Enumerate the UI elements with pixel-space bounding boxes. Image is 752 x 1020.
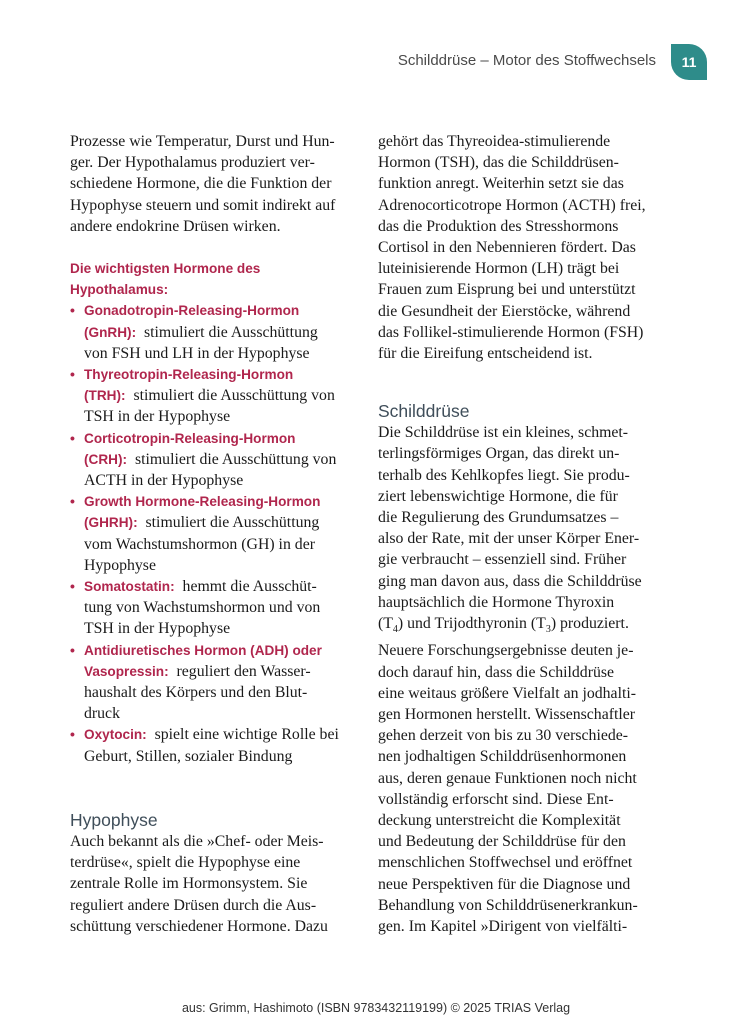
hormone-item — [70, 576, 352, 640]
hormone-description: druck — [84, 705, 120, 723]
text-line: Die Schilddrüse ist ein kleines, schmet- — [378, 424, 629, 442]
hormone-description: stimuliert die Ausschüttung von — [133, 387, 335, 405]
text-line: schiedene Hormone, die die Funktion der — [70, 175, 332, 193]
hormone-description: ACTH in der Hypophyse — [84, 472, 244, 490]
text-line: neue Perspektiven für die Diagnose und — [378, 875, 631, 893]
text-line: doch darauf hin, dass die Schilddrüse — [378, 663, 615, 681]
hormone-description: stimuliert die Ausschüttung — [145, 514, 320, 532]
text-line: das die Produktion des Stresshormons — [378, 217, 619, 235]
right-column — [378, 131, 660, 937]
hormone-term: Vasopressin: — [84, 663, 169, 679]
hormone-description: TSH in der Hypophyse — [84, 408, 231, 426]
hormone-item — [70, 428, 352, 492]
text-line: gen. Im Kapitel »Dirigent von vielfälti- — [378, 918, 628, 936]
text-line: vollständig erforscht sind. Diese Ent- — [378, 790, 614, 808]
hormone-description: hemmt die Ausschüt- — [182, 578, 317, 596]
hormone-item — [70, 300, 352, 364]
subscript-3: 3 — [545, 624, 551, 636]
text-line: zentrale Rolle im Hormonsystem. Sie — [70, 875, 308, 893]
hormone-description: Geburt, Stillen, sozialer Bindung — [84, 747, 293, 765]
schilddruese-paragraph — [378, 422, 660, 613]
hormone-item — [70, 364, 352, 428]
text-line: Hypophyse steuern und somit indirekt auf — [70, 196, 336, 214]
text-line: das Follikel-stimulierende Hormon (FSH) — [378, 323, 644, 341]
bullet-icon: • — [70, 641, 75, 658]
text-span: (T — [378, 615, 393, 633]
text-line: Cortisol in den Nebennieren fördert. Das — [378, 239, 636, 257]
hormone-description: stimuliert die Ausschüttung von — [134, 450, 337, 468]
hormone-term: Corticotropin-Releasing-Hormon — [84, 430, 296, 446]
bullet-icon: • — [70, 578, 75, 595]
text-line: also der Rate, mit der unser Körper Ener- — [378, 530, 640, 548]
text-line: terlingsförmiges Organ, das direkt un- — [378, 445, 620, 463]
text-line: Auch bekannt als die »Chef- oder Meis- — [70, 832, 324, 850]
text-line: gehen derzeit von bis zu 30 verschiede- — [378, 727, 629, 745]
hormone-item — [70, 724, 352, 766]
text-line: deckung unterstreicht die Komplexität — [378, 812, 621, 830]
hormone-line — [84, 512, 352, 533]
hormone-term: (TRH): — [84, 388, 126, 404]
text-line: ger. Der Hypothalamus produziert ver- — [70, 154, 315, 172]
text-line: für die Eireifung entscheidend ist. — [378, 345, 593, 363]
hormone-description: haushalt des Körpers und den Blut- — [84, 684, 308, 702]
left-column — [70, 131, 352, 937]
hormone-item — [70, 640, 352, 725]
text-line: eine weitaus größere Vielfalt an jodhalti- — [378, 684, 636, 702]
continuation-paragraph — [378, 131, 660, 364]
hormone-description: TSH in der Hypophyse — [84, 620, 231, 638]
text-line: terdrüse«, spielt die Hypophyse eine — [70, 854, 301, 872]
hormone-description: Hypophyse — [84, 556, 156, 574]
hormone-term: Thyreotropin-Releasing-Hormon — [84, 367, 294, 383]
intro-paragraph — [70, 131, 352, 237]
hypophyse-paragraph — [70, 831, 352, 937]
hormone-line — [84, 576, 352, 597]
text-span: ) produziert. — [550, 615, 629, 633]
hormones-heading — [70, 258, 352, 300]
text-line: hauptsächlich die Hormone Thyroxin — [378, 593, 615, 611]
hormone-description: tung von Wachstumshormon und von — [84, 599, 321, 617]
text-span: ) und Trijodthyronin (T — [397, 615, 546, 633]
text-line: schüttung verschiedener Hormone. Dazu — [70, 917, 328, 935]
text-line: gen Hormonen herstellt. Wissenschaftler — [378, 706, 636, 724]
running-header: Schilddrüse – Motor des Stoffwechsels — [397, 52, 656, 69]
text-line: andere endokrine Drüsen wirken. — [70, 217, 281, 235]
hormone-term: Growth Hormone-Releasing-Hormon — [84, 494, 321, 510]
source-footer: aus: Grimm, Hashimoto (ISBN 9783432119199) © 2025 TRIAS Verlag — [181, 1001, 571, 1015]
hormone-description: spielt eine wichtige Rolle bei — [154, 726, 339, 744]
text-line: Adrenocorticotrope Hormon (ACTH) frei, — [378, 196, 646, 214]
schilddruese-heading: Schilddrüse — [378, 401, 470, 422]
hypophyse-heading: Hypophyse — [70, 809, 158, 830]
hormone-line — [84, 449, 352, 470]
text-line: Die wichtigsten Hormone des — [70, 261, 261, 277]
text-line: aus, deren genaue Funktionen noch nicht — [378, 769, 637, 787]
hormone-description: von FSH und LH in der Hypophyse — [84, 344, 310, 362]
text-line: ging man davon aus, dass die Schilddrüse — [378, 572, 642, 590]
hormone-line — [84, 322, 352, 343]
bullet-icon: • — [70, 302, 75, 319]
bullet-icon: • — [70, 726, 75, 743]
text-line: nen jodhaltigen Schilddrüsenhormonen — [378, 748, 627, 766]
text-line: die Regulierung des Grundumsatzes – — [378, 509, 619, 527]
hormone-description: reguliert den Wasser- — [176, 662, 311, 680]
schilddruese-paragraph-cont — [378, 640, 660, 937]
text-line: Hormon (TSH), das die Schilddrüsen- — [378, 154, 619, 172]
hormone-description: vom Wachstumshormon (GH) in der — [84, 535, 315, 553]
text-line: Frauen zum Eisprung bei und unterstützt — [378, 281, 636, 299]
text-line: luteinisierende Hormon (LH) trägt bei — [378, 260, 620, 278]
hormone-line — [84, 385, 352, 406]
text-line: Hypothalamus: — [70, 282, 169, 298]
text-line: Behandlung von Schilddrüsenerkrankun- — [378, 896, 638, 914]
page-number-badge: 11 — [671, 44, 707, 80]
hormones-list — [70, 300, 352, 766]
bullet-icon: • — [70, 493, 75, 510]
bullet-icon: • — [70, 366, 75, 383]
hormone-term: Antidiuretisches Hormon (ADH) oder — [84, 642, 322, 658]
text-line: und Bedeutung der Schilddrüse für den — [378, 833, 626, 851]
hormone-line — [84, 724, 352, 745]
hormone-term: (CRH): — [84, 451, 128, 467]
text-line: terhalb des Kehlkopfes liegt. Sie produ- — [378, 466, 630, 484]
hormone-formula-line — [378, 613, 660, 640]
hormone-term: Gonadotropin-Releasing-Hormon — [84, 303, 300, 319]
hormone-term: (GHRH): — [84, 515, 138, 531]
bullet-icon: • — [70, 429, 75, 446]
text-line: menschlichen Stoffwechsel und eröffnet — [378, 854, 633, 872]
text-line: gie verbraucht – essenziell sind. Früher — [378, 551, 627, 569]
text-line: gehört das Thyreoidea-stimulierende — [378, 133, 611, 150]
text-line: funktion anregt. Weiterhin setzt sie das — [378, 175, 624, 193]
text-line: reguliert andere Drüsen durch die Aus- — [70, 896, 317, 914]
subscript-4: 4 — [392, 624, 398, 636]
text-line: ziert lebenswichtige Hormone, die für — [378, 487, 618, 505]
hormone-description: stimuliert die Ausschüttung — [144, 323, 318, 341]
hormone-line — [84, 661, 352, 682]
hormone-term: (GnRH): — [84, 324, 137, 340]
text-line: die Gesundheit der Eierstöcke, während — [378, 302, 631, 320]
hormone-term: Oxytocin: — [84, 727, 147, 743]
hormone-term: Somatostatin: — [84, 579, 175, 595]
text-line: Prozesse wie Temperatur, Durst und Hun- — [70, 133, 335, 150]
hormone-item — [70, 491, 352, 576]
text-line: Neuere Forschungsergebnisse deuten je- — [378, 642, 634, 660]
